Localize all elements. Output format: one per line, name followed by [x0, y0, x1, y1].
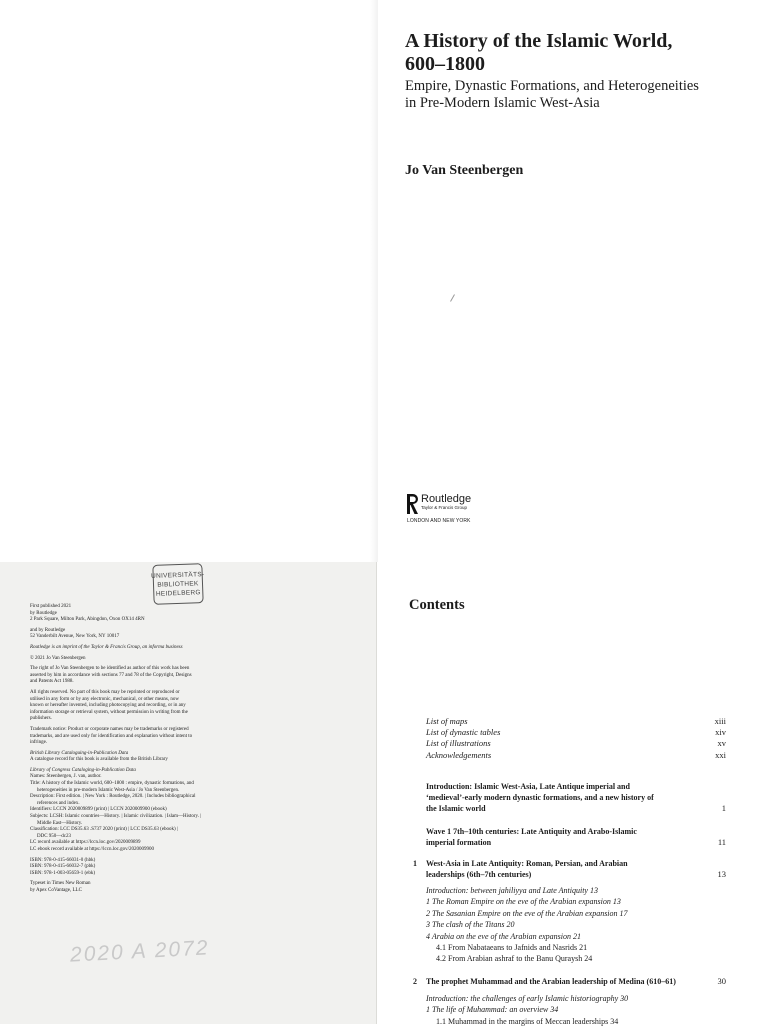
- copyright-line: First published 2021: [30, 604, 72, 609]
- toc-wave-1-title: Wave 1 7th–10th centuries: Late Antiquity and Arabo-Islamic imperial formation: [426, 827, 637, 847]
- copyright-line: 2 Park Square, Milton Park, Abingdon, Oxon OX14 4RN: [30, 617, 145, 623]
- copyright-line: Names: Steenbergen, J. van, author.: [30, 774, 102, 780]
- toc-entry-label: List of dynastic tables: [426, 727, 501, 738]
- copyright-line: Typeset in Times New Roman: [30, 881, 91, 887]
- chapter-page: 30: [717, 976, 726, 986]
- toc-introduction-title: Introduction: Islamic West-Asia, Late Antique imperial and ‘medieval’-early modern dynastic formations, and a new history of the Islamic world: [426, 782, 654, 813]
- copyright-line: infringe.: [30, 740, 48, 746]
- copyright-line: ISBN: 978-0-415-66032-7 (pbk): [30, 864, 96, 870]
- toc-entry[interactable]: [426, 716, 726, 727]
- copyright-line: trademarks, and are used only for identification and explanation without intent to: [30, 733, 193, 739]
- library-stamp: [152, 563, 203, 605]
- copyright-line: Routledge is an imprint of the Taylor & Francis Group, an informa business: [30, 644, 183, 650]
- copyright-line: Classification: LCC DS35.63 .S737 2020 (print) | LCC DS35.63 (ebook) |: [30, 827, 178, 833]
- copyright-line: publishers.: [30, 716, 52, 722]
- toc-wave-1[interactable]: [426, 826, 726, 848]
- toc-section[interactable]: 4.1 From Nabataeans to Jafnids and Nasrids 21: [436, 943, 588, 953]
- copyright-line: DDC 950—dc23: [37, 833, 72, 839]
- copyright-line: LC record available at https://lccn.loc.gov/2020009899: [30, 840, 141, 846]
- page-fold-shadow: [370, 0, 378, 562]
- copyright-text: [30, 604, 284, 895]
- book-subtitle: Empire, Dynastic Formations, and Heterogeneities in Pre-Modern Islamic West-Asia: [405, 78, 699, 111]
- toc-entry[interactable]: [426, 727, 726, 738]
- copyright-line: Trademark notice: Product or corporate names may be trademarks or registered: [30, 726, 189, 732]
- toc-section[interactable]: 3 The clash of the Titans 20: [426, 920, 515, 930]
- routledge-r-icon: [407, 494, 418, 514]
- toc-entry[interactable]: [426, 750, 726, 761]
- copyright-line: Library of Congress Cataloging-in-Publication Data: [30, 767, 136, 773]
- copyright-line: British Library Cataloguing-in-Publication Data: [30, 750, 129, 756]
- toc-section[interactable]: 1.1 Muhammad in the margins of Meccan leaderships 34: [436, 1016, 619, 1026]
- publisher-locations: LONDON AND NEW YORK: [407, 518, 471, 524]
- stamp-line: HEIDELBERG: [155, 588, 201, 598]
- toc-entry-page: xv: [717, 738, 726, 749]
- toc-section[interactable]: 1 The life of Muhammad: an overview 34: [426, 1005, 559, 1015]
- copyright-line: Middle East—History.: [37, 820, 83, 826]
- toc-section[interactable]: 2 The Sasanian Empire on the eve of the Arabian expansion 17: [426, 908, 628, 918]
- copyright-line: A catalogue record for this book is available from the British Library: [30, 757, 168, 763]
- toc-introduction-page: 1: [721, 803, 726, 813]
- copyright-line: references and index.: [37, 800, 80, 806]
- toc-chapter-2[interactable]: [413, 976, 726, 987]
- copyright-line: and by Routledge: [30, 627, 66, 633]
- copyright-line: Subjects: LCSH: Islamic countries—History. | Islamic civilization. | Islam—History. |: [30, 814, 202, 820]
- toc-section[interactable]: 1 The Roman Empire on the eve of the Arabian expansion 13: [426, 897, 621, 907]
- toc-chapter-1[interactable]: [413, 858, 726, 880]
- copyright-line: by Routledge: [30, 610, 57, 616]
- publisher-group: Taylor & Francis Group: [421, 505, 468, 510]
- stamp-line: UNIVERSITÄTS-: [150, 570, 205, 580]
- copyright-line: ISBN: 978-1-003-05659-1 (ebk): [30, 870, 95, 876]
- copyright-line: All rights reserved. No part of this book may be reprinted or reproduced or: [30, 689, 180, 695]
- chapter-1-sections: [426, 885, 726, 965]
- chapter-title: The prophet Muhammad and the Arabian leadership of Medina (610–61): [426, 977, 676, 986]
- copyright-line: and Patents Act 1988.: [30, 679, 74, 685]
- copyright-line: by Apex CoVantage, LLC: [30, 887, 82, 893]
- toc-entry-page: xxi: [715, 749, 726, 760]
- toc-section[interactable]: Introduction: between jahiliyya and Late Antiquity 13: [426, 886, 598, 895]
- toc-entry-label: Acknowledgements: [426, 749, 492, 760]
- copyright-line: The right of Jo Van Steenbergen to be identified as author of this work has been: [30, 666, 190, 672]
- contents-heading: Contents: [409, 597, 465, 613]
- copyright-line: asserted by him in accordance with sections 77 and 78 of the Copyright, Designs: [30, 672, 192, 678]
- copyright-line: known or hereafter invented, including photocopying and recording, or in any: [30, 703, 186, 709]
- copyright-line: heterogeneities in pre-modern Islamic West-Asia / Jo Van Steenbergen.: [37, 787, 180, 793]
- toc-entry-page: xiv: [715, 727, 726, 738]
- toc-entry-label: List of illustrations: [426, 738, 491, 749]
- chapter-page: 13: [717, 869, 726, 879]
- book-author: Jo Van Steenbergen: [405, 163, 524, 178]
- stamp-line: BIBLIOTHEK: [157, 579, 199, 589]
- copyright-line: Description: First edition. | New York : Routledge, 2020. | Includes bibliographical: [30, 794, 196, 800]
- toc-entry[interactable]: [426, 738, 726, 749]
- chapter-number: 2: [413, 977, 417, 986]
- front-matter-list: [426, 716, 726, 761]
- copyright-line: ISBN: 978-0-415-66031-0 (hbk): [30, 857, 96, 863]
- copyright-line: information storage or retrieval system, without permission in writing from the: [30, 709, 188, 715]
- chapter-number: 1: [413, 859, 417, 868]
- toc-wave-1-page: 11: [717, 837, 726, 847]
- chapter-title: West-Asia in Late Antiquity: Roman, Persian, and Arabian leaderships (6th–7th centuries): [426, 859, 628, 879]
- pencil-shelfmark: 2020 A 2072: [69, 936, 211, 967]
- book-title: A History of the Islamic World, 600–1800: [405, 30, 673, 75]
- toc-section[interactable]: Introduction: the challenges of early Islamic historiography 30: [426, 994, 629, 1003]
- copyright-line: © 2021 Jo Van Steenbergen: [30, 655, 86, 661]
- toc-section[interactable]: 4.2 From Arabian ashraf to the Banu Quraysh 24: [436, 954, 593, 964]
- chapter-2-sections: [426, 993, 726, 1027]
- publisher-logo: [407, 494, 471, 514]
- copyright-line: 52 Vanderbilt Avenue, New York, NY 10017: [30, 634, 120, 640]
- toc-entry-label: List of maps: [426, 716, 468, 726]
- copyright-line: Identifiers: LCCN 2020009899 (print) | LCCN 2020009900 (ebook): [30, 807, 167, 813]
- toc-introduction[interactable]: [426, 781, 726, 814]
- copyright-line: utilised in any form or by any electronic, mechanical, or other means, now: [30, 696, 179, 702]
- toc-entry-page: xiii: [714, 716, 726, 726]
- publisher-name: Routledge: [421, 493, 472, 505]
- copyright-line: LC ebook record available at https://lccn.loc.gov/2020009900: [30, 847, 154, 852]
- toc-section[interactable]: 4 Arabia on the eve of the Arabian expansion 21: [426, 931, 582, 941]
- copyright-line: Title: A history of the Islamic world, 600–1800 : empire, dynastic formations, and: [30, 781, 194, 787]
